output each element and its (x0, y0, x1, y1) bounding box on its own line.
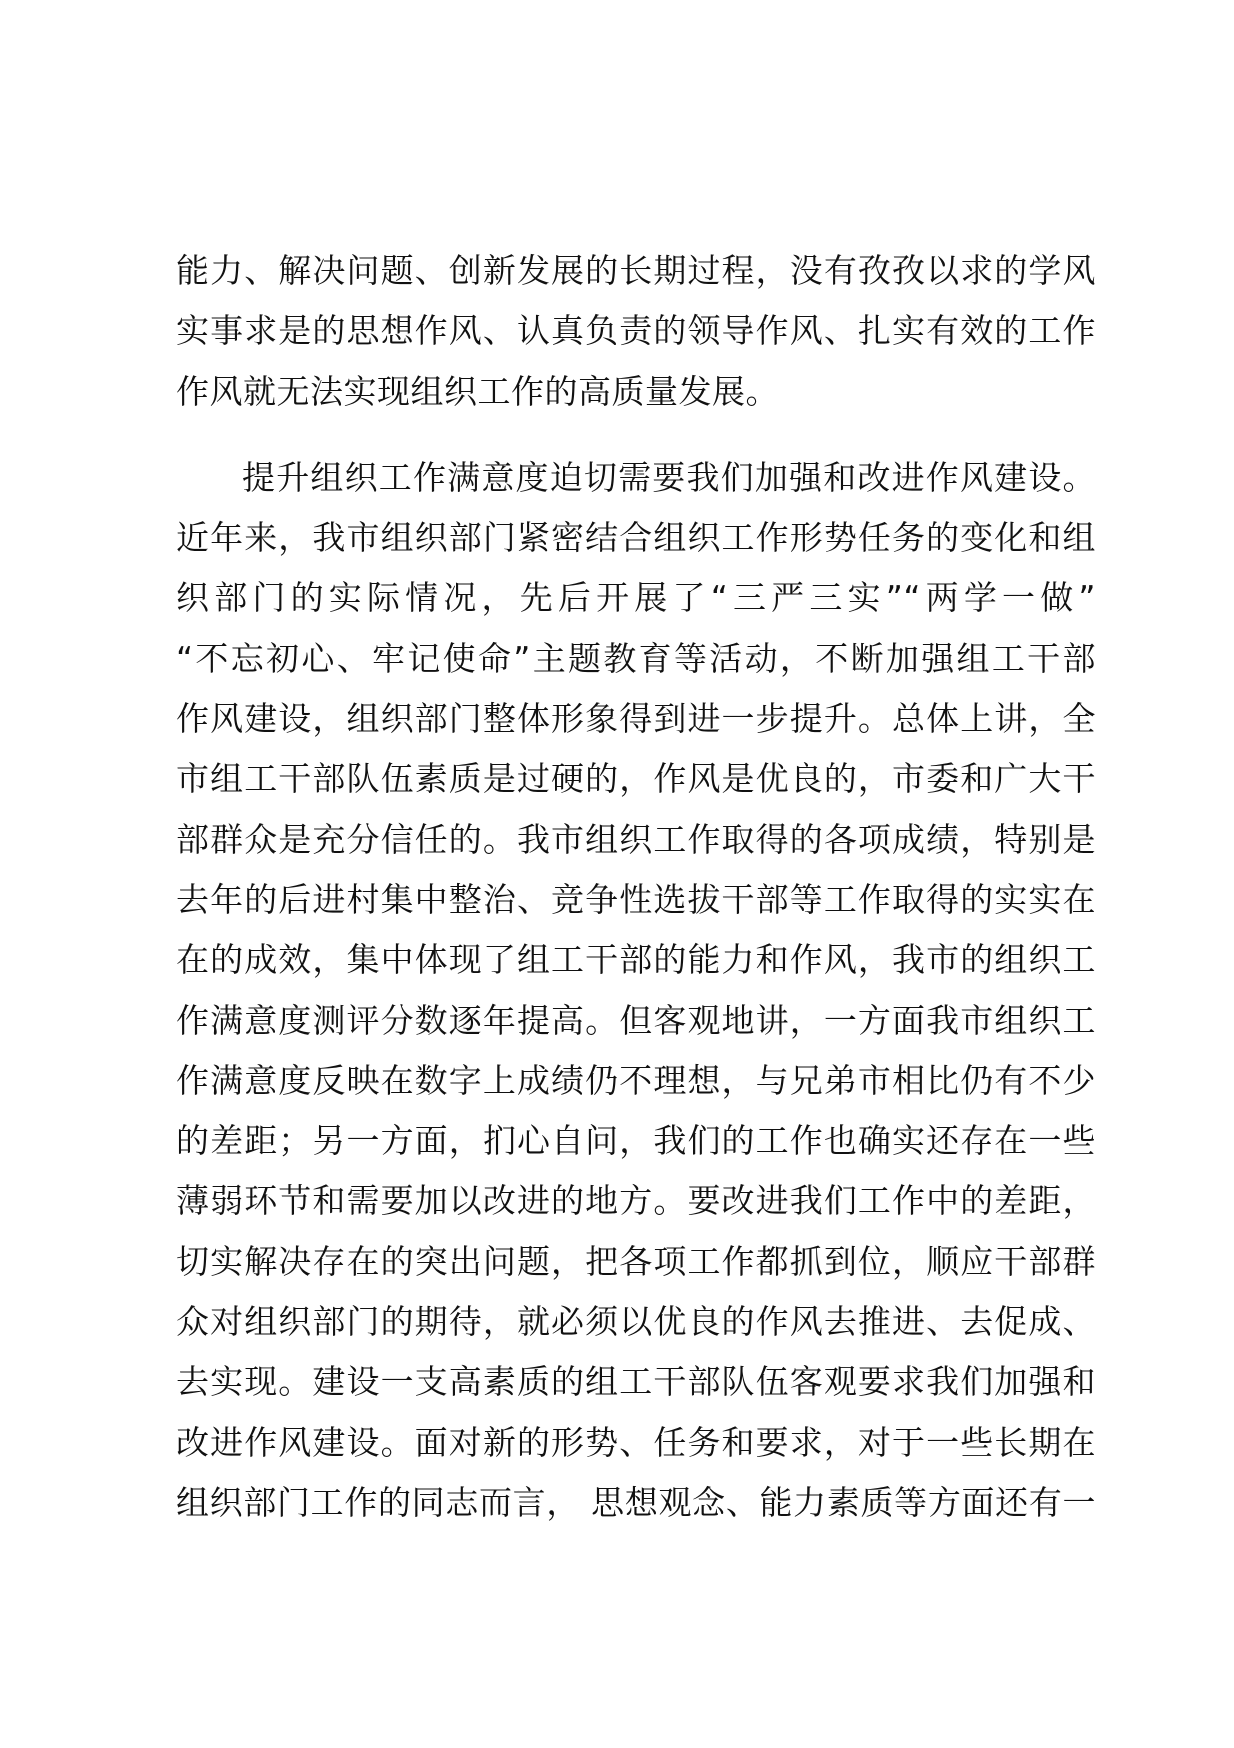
text-line: 织部门的实际情况，先后开展了“三严三实”“两学一做” (176, 578, 1096, 618)
text-line: 去年的后进村集中整治、竞争性选拔干部等工作取得的实实在 (176, 879, 1096, 919)
text-line: “不忘初心、牢记使命”主题教育等活动，不断加强组工干部 (176, 638, 1096, 678)
text-line: 去实现。建设一支高素质的组工干部队伍客观要求我们加强和 (176, 1362, 1096, 1402)
paragraph-2 (176, 448, 1096, 1533)
text-line: 市组工干部队伍素质是过硬的，作风是优良的，市委和广大干 (176, 759, 1096, 799)
text-line: 改进作风建设。面对新的形势、任务和要求，对于一些长期在 (176, 1422, 1096, 1462)
text-line: 组织部门工作的同志而言， 思想观念、能力素质等方面还有一 (176, 1482, 1096, 1522)
text-line: 实事求是的思想作风、认真负责的领导作风、扎实有效的工作 (176, 311, 1096, 351)
text-line: 作风建设，组织部门整体形象得到进一步提升。总体上讲，全 (176, 699, 1096, 739)
text-line: 作满意度测评分数逐年提高。但客观地讲，一方面我市组织工 (176, 1000, 1096, 1040)
text-line: 作满意度反映在数字上成绩仍不理想，与兄弟市相比仍有不少 (176, 1060, 1096, 1100)
text-line: 在的成效，集中体现了组工干部的能力和作风，我市的组织工 (176, 940, 1096, 980)
paragraph-1 (176, 241, 1096, 422)
text-line: 众对组织部门的期待，就必须以优良的作风去推进、去促成、 (176, 1302, 1096, 1342)
text-line: 提升组织工作满意度迫切需要我们加强和改进作风建设。 (242, 457, 1096, 497)
text-line: 能力、解决问题、创新发展的长期过程，没有孜孜以求的学风 (176, 251, 1096, 290)
text-line: 近年来，我市组织部门紧密结合组织工作形势任务的变化和组 (176, 518, 1096, 558)
text-line: 切实解决存在的突出问题，把各项工作都抓到位，顺应干部群 (176, 1241, 1096, 1281)
paragraph-spacing (176, 422, 1096, 448)
text-line: 的差距；另一方面，扪心自问，我们的工作也确实还存在一些 (176, 1121, 1096, 1161)
text-line: 薄弱环节和需要加以改进的地方。要改进我们工作中的差距， (176, 1181, 1096, 1221)
text-line: 部群众是充分信任的。我市组织工作取得的各项成绩，特别是 (176, 819, 1096, 859)
body-text (176, 241, 1096, 1533)
text-line: 作风就无法实现组织工作的高质量发展。 (176, 371, 779, 411)
